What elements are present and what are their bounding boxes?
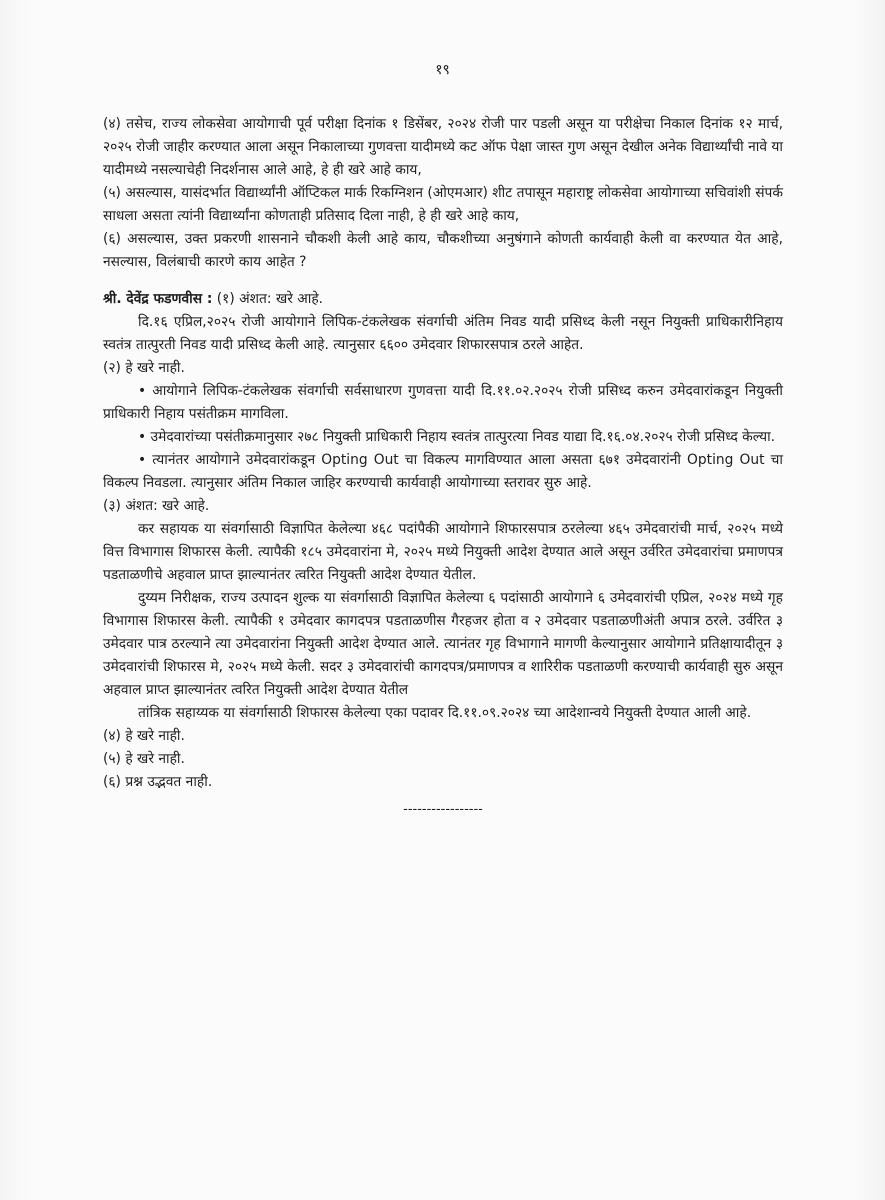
answer-1-detail: दि.१६ एप्रिल,२०२५ रोजी आयोगाने लिपिक-टंकलेखक संवर्गाची अंतिम निवड यादी प्रसिध्द केली नसून नियुक्ती प्राधिकारीनिहाय स्वतंत्र तात्पुरती निवड यादी प्रसिध्द केली आहे. त्यानुसार ६६०० उमेदवार शिफारसपात्र ठरले आहेत. [103, 314, 783, 353]
answer-6: (६) प्रश्न उद्भवत नाही. [103, 774, 213, 790]
end-marker: ----------------- [403, 802, 483, 817]
answer-3-paragraph: दुय्यम निरीक्षक, राज्य उत्पादन शुल्क या संवर्गासाठी विज्ञापित केलेल्या ६ पदांसाठी आयोगाने ६ उमेदवारांची एप्रिल, २०२४ मध्ये गृह विभागास शिफारस केली. त्यापैकी १ उमेदवार कागदपत्र पडताळणीस गैरहजर होता व २ उमेदवार पडताळणीअंती अपात्र ठरले. उर्वरित ३ उमेदवार पात्र ठरल्याने त्या उमेदवारांना नियुक्ती आदेश देण्यात आले. त्यानंतर गृह विभागाने मागणी केल्यानुसार आयोगाने प्रतिक्षायादीतून ३ उमेदवारांची शिफारस मे, २०२५ मध्ये केली. सदर ३ उमेदवारांची कागदपत्र/प्रमाणपत्र व शारिरीक पडताळणी करण्याची कार्यवाही सुरु असून अहवाल प्राप्त झाल्यानंतर त्वरित नियुक्ती आदेश देण्यात येतील [103, 590, 783, 698]
question-4: (४) तसेच, राज्य लोकसेवा आयोगाची पूर्व परीक्षा दिनांक १ डिसेंबर, २०२४ रोजी पार पडली असून या परीक्षेचा निकाल दिनांक १२ मार्च, २०२५ रोजी जाहीर करण्यात आला असून निकालाच्या गुणवत्ता यादीमध्ये कट ऑफ पेक्षा जास्त गुण असून देखील अनेक विद्यार्थ्यांची नावे या यादीमध्ये नसल्याचेही निदर्शनास आले आहे, हे ही खरे आहे काय, [103, 116, 783, 178]
document-body [103, 113, 783, 821]
answer-1: (१) अंशत: खरे आहे. [212, 291, 324, 307]
question-6: (६) असल्यास, उक्त प्रकरणी शासनाने चौकशी केली आहे काय, चौकशीच्या अनुषंगाने कोणती कार्यवाही केली वा करण्यात येत आहे, नसल्यास, विलंबाची कारणे काय आहेत ? [103, 231, 783, 270]
question-5: (५) असल्यास, यासंदर्भात विद्यार्थ्यांनी ऑप्टिकल मार्क रिकग्निशन (ओएमआर) शीट तपासून महाराष्ट्र लोकसेवा आयोगाच्या सचिवांशी संपर्क साधला असता त्यांनी विद्यार्थ्यांना कोणताही प्रतिसाद दिला नाही, हे ही खरे आहे काय, [103, 185, 783, 224]
answer-2-bullet: • उमेदवारांच्या पसंतीक्रमानुसार २७८ नियुक्ती प्राधिकारी निहाय स्वतंत्र तात्पुरत्या निवड याद्या दि.१६.०४.२०२५ रोजी प्रसिध्द केल्या. [138, 429, 776, 445]
answer-3-paragraph: कर सहायक या संवर्गासाठी विज्ञापित केलेल्या ४६८ पदांपैकी आयोगाने शिफारसपात्र ठरलेल्या ४६५ उमेदवारांची मार्च, २०२५ मध्ये वित्त विभागास शिफारस केली. त्यापैकी १८५ उमेदवारांना मे, २०२५ मध्ये नियुक्ती आदेश देण्यात आले असून उर्वरित उमेदवारांचा प्रमाणपत्र पडताळणीचे अहवाल प्राप्त झाल्यानंतर त्वरित नियुक्ती आदेश देण्यात येतील. [103, 521, 783, 583]
answer-2-bullet: • आयोगाने लिपिक-टंकलेखक संवर्गाची सर्वसाधारण गुणवत्ता यादी दि.११.०२.२०२५ रोजी प्रसिध्द करुन उमेदवारांकडून नियुक्ती प्राधिकारी निहाय पसंतीक्रम मागविला. [103, 383, 783, 422]
answer-2-bullet: • त्यानंतर आयोगाने उमेदवारांकडून Opting Out चा विकल्प मागविण्यात आला असता ६७१ उमेदवारांनी Opting Out चा विकल्प निवडला. त्यानुसार अंतिम निकाल जाहिर करण्याची कार्यवाही आयोगाच्या स्तरावर सुरु आहे. [103, 452, 783, 491]
answer-3-paragraph: तांत्रिक सहाय्यक या संवर्गासाठी शिफारस केलेल्या एका पदावर दि.११.०९.२०२४ च्या आदेशान्वये नियुक्ती देण्यात आली आहे. [138, 705, 752, 721]
answer-1-line [103, 288, 783, 311]
page-number: १९ [435, 62, 450, 78]
answer-2: (२) हे खरे नाही. [103, 360, 185, 376]
answer-3: (३) अंशत: खरे आहे. [103, 498, 210, 514]
answer-5: (५) हे खरे नाही. [103, 751, 185, 767]
answer-4: (४) हे खरे नाही. [103, 728, 185, 744]
speaker-name: श्री. देवेंद्र फडणवीस : [103, 291, 213, 307]
